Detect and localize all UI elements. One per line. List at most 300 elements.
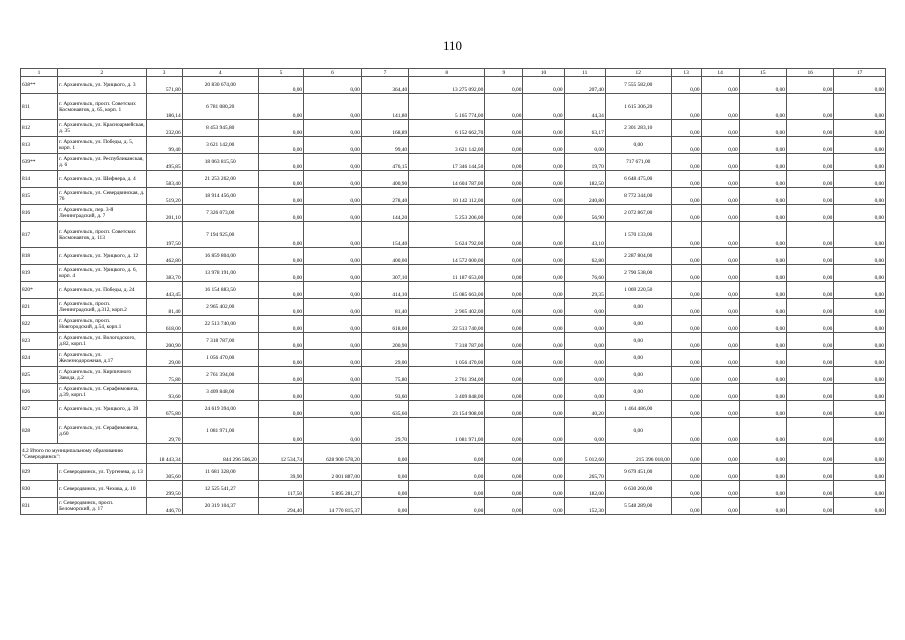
value-cell-c16: 0,00 — [787, 188, 834, 205]
value-cell-c6: 0,00 — [304, 188, 362, 205]
value-cell-c11: 44,34 — [564, 94, 605, 120]
value-cell-c16: 0,00 — [787, 205, 834, 222]
value-cell-c9: 0,00 — [485, 316, 523, 333]
value-cell-c6: 0,00 — [304, 350, 362, 367]
value-cell-c3: 200,90 — [146, 333, 182, 350]
value-cell-c14: 0,00 — [701, 316, 739, 333]
value-cell-c17: 0,00 — [834, 299, 886, 316]
value-cell-c13: 0,00 — [671, 299, 701, 316]
row-number: 826 — [21, 384, 58, 401]
value-cell-c16: 0,00 — [787, 481, 834, 498]
value-cell-c7: 200,90 — [361, 333, 408, 350]
value-cell-c17: 0,00 — [834, 94, 886, 120]
value-cell-c3: 93,60 — [146, 384, 182, 401]
value-cell-c8: 3 409 848,00 — [409, 384, 485, 401]
subtotal-cell-c11: 5 012,60 — [564, 444, 605, 464]
subtotal-cell-c10: 0,00 — [523, 444, 564, 464]
value-cell-c5: 0,00 — [258, 299, 303, 316]
table-row — [21, 498, 886, 515]
value-cell-c11: 0,00 — [564, 316, 605, 333]
value-cell-c9: 0,00 — [485, 299, 523, 316]
value-cell-c12: 2 287 804,00 — [605, 248, 671, 265]
value-cell-c16: 0,00 — [787, 498, 834, 515]
value-cell-c3: 201,10 — [146, 205, 182, 222]
value-cell-c17: 0,00 — [834, 464, 886, 481]
value-cell-c3: 618,00 — [146, 316, 182, 333]
address-cell: г. Архангельск, просп. Новгородский, д.54, корп.1 — [58, 316, 147, 333]
value-cell-c4: 12 525 541,27 — [182, 481, 258, 498]
value-cell-c11: 62,80 — [564, 248, 605, 265]
value-cell-c15: 0,00 — [739, 120, 786, 137]
table-body — [21, 77, 886, 515]
value-cell-c15: 0,00 — [739, 265, 786, 282]
value-cell-c4: 7 326 073,00 — [182, 205, 258, 222]
value-cell-c9: 0,00 — [485, 333, 523, 350]
subtotal-cell-c4: 844 296 506,20 — [182, 444, 258, 464]
address-cell: г. Архангельск, ул. Кирпичного Завода, д.2 — [58, 367, 147, 384]
value-cell-c10: 0,00 — [523, 120, 564, 137]
value-cell-c17: 0,00 — [834, 401, 886, 418]
column-header-14: 14 — [701, 69, 739, 77]
column-header-12: 12 — [605, 69, 671, 77]
value-cell-c6: 0,00 — [304, 137, 362, 154]
value-cell-c10: 0,00 — [523, 316, 564, 333]
table-row — [21, 282, 886, 299]
value-cell-c11: 19,70 — [564, 154, 605, 171]
value-cell-c12: 2 790 538,00 — [605, 265, 671, 282]
row-number: 816 — [21, 205, 58, 222]
value-cell-c3: 81,40 — [146, 299, 182, 316]
value-cell-c15: 0,00 — [739, 299, 786, 316]
address-cell: г. Архангельск, ул. Севердвинская, д. 76 — [58, 188, 147, 205]
value-cell-c6: 0,00 — [304, 367, 362, 384]
value-cell-c16: 0,00 — [787, 418, 834, 444]
value-cell-c10: 0,00 — [523, 137, 564, 154]
value-cell-c7: 400,90 — [361, 171, 408, 188]
value-cell-c12: 1 464 486,00 — [605, 401, 671, 418]
value-cell-c5: 117,50 — [258, 481, 303, 498]
table-row — [21, 265, 886, 282]
value-cell-c9: 0,00 — [485, 248, 523, 265]
table-row — [21, 350, 886, 367]
value-cell-c7: 476,15 — [361, 154, 408, 171]
row-number: 828 — [21, 418, 58, 444]
address-cell: г. Архангельск, ул. Урицкого, д. 6, корп. 4 — [58, 265, 147, 282]
value-cell-c12: 0,00 — [605, 299, 671, 316]
table-row — [21, 94, 886, 120]
value-cell-c14: 0,00 — [701, 120, 739, 137]
value-cell-c6: 0,00 — [304, 299, 362, 316]
value-cell-c13: 0,00 — [671, 171, 701, 188]
subtotal-cell-c12: 215 396 018,00 — [605, 444, 671, 464]
value-cell-c8: 11 187 653,00 — [409, 265, 485, 282]
value-cell-c12: 0,00 — [605, 384, 671, 401]
address-cell: г. Архангельск, ул. Республиканская, д. 6 — [58, 154, 147, 171]
value-cell-c9: 0,00 — [485, 222, 523, 248]
value-cell-c6: 0,00 — [304, 316, 362, 333]
value-cell-c7: 278,40 — [361, 188, 408, 205]
row-number: 824 — [21, 350, 58, 367]
value-cell-c10: 0,00 — [523, 401, 564, 418]
subtotal-cell-c8: 0,00 — [409, 444, 485, 464]
value-cell-c5: 0,00 — [258, 248, 303, 265]
value-cell-c14: 0,00 — [701, 94, 739, 120]
value-cell-c7: 93,60 — [361, 384, 408, 401]
address-cell: г. Северодвинск, просп. Беломорский, д. 17 — [58, 498, 147, 515]
value-cell-c7: 154,40 — [361, 222, 408, 248]
value-cell-c9: 0,00 — [485, 282, 523, 299]
value-cell-c13: 0,00 — [671, 481, 701, 498]
value-cell-c9: 0,00 — [485, 77, 523, 94]
value-cell-c6: 0,00 — [304, 94, 362, 120]
value-cell-c3: 675,80 — [146, 401, 182, 418]
value-cell-c9: 0,00 — [485, 205, 523, 222]
value-cell-c10: 0,00 — [523, 282, 564, 299]
column-header-3: 3 — [146, 69, 182, 77]
value-cell-c6: 5 895 281,27 — [304, 481, 362, 498]
value-cell-c15: 0,00 — [739, 333, 786, 350]
subtotal-cell-c13: 0,00 — [671, 444, 701, 464]
value-cell-c3: 232,06 — [146, 120, 182, 137]
value-cell-c12: 0,00 — [605, 137, 671, 154]
value-cell-c13: 0,00 — [671, 188, 701, 205]
value-cell-c7: 0,00 — [361, 464, 408, 481]
value-cell-c13: 0,00 — [671, 464, 701, 481]
value-cell-c6: 0,00 — [304, 333, 362, 350]
value-cell-c6: 0,00 — [304, 205, 362, 222]
value-cell-c13: 0,00 — [671, 367, 701, 384]
value-cell-c6: 0,00 — [304, 282, 362, 299]
value-cell-c17: 0,00 — [834, 222, 886, 248]
table-row — [21, 418, 886, 444]
column-header-11: 11 — [564, 69, 605, 77]
row-number: 822 — [21, 316, 58, 333]
row-number: 639** — [21, 154, 58, 171]
value-cell-c15: 0,00 — [739, 94, 786, 120]
value-cell-c8: 1 056 470,00 — [409, 350, 485, 367]
value-cell-c8: 0,00 — [409, 464, 485, 481]
value-cell-c3: 75,80 — [146, 367, 182, 384]
value-cell-c11: 152,30 — [564, 498, 605, 515]
value-cell-c8: 13 275 092,00 — [409, 77, 485, 94]
value-cell-c10: 0,00 — [523, 384, 564, 401]
value-cell-c11: 0,00 — [564, 299, 605, 316]
value-cell-c9: 0,00 — [485, 367, 523, 384]
address-cell: г. Архангельск, ул. Урицкого, д. 3 — [58, 77, 147, 94]
row-number: 811 — [21, 94, 58, 120]
column-header-15: 15 — [739, 69, 786, 77]
value-cell-c17: 0,00 — [834, 77, 886, 94]
value-cell-c6: 0,00 — [304, 120, 362, 137]
value-cell-c4: 20 319 104,37 — [182, 498, 258, 515]
address-cell: г. Архангельск, ул. Урицкого, д. 39 — [58, 401, 147, 418]
value-cell-c3: 305,60 — [146, 464, 182, 481]
value-cell-c14: 0,00 — [701, 299, 739, 316]
value-cell-c4: 18 914 456,00 — [182, 188, 258, 205]
column-header-8: 8 — [409, 69, 485, 77]
table-row — [21, 401, 886, 418]
value-cell-c6: 0,00 — [304, 418, 362, 444]
value-cell-c5: 0,00 — [258, 333, 303, 350]
value-cell-c11: 0,00 — [564, 350, 605, 367]
value-cell-c7: 618,00 — [361, 316, 408, 333]
value-cell-c13: 0,00 — [671, 384, 701, 401]
value-cell-c4: 1 081 971,00 — [182, 418, 258, 444]
value-cell-c12: 7 555 582,00 — [605, 77, 671, 94]
value-cell-c8: 10 142 112,00 — [409, 188, 485, 205]
row-number: 831 — [21, 498, 58, 515]
value-cell-c9: 0,00 — [485, 265, 523, 282]
value-cell-c9: 0,00 — [485, 120, 523, 137]
value-cell-c9: 0,00 — [485, 350, 523, 367]
value-cell-c5: 0,00 — [258, 350, 303, 367]
value-cell-c5: 0,00 — [258, 205, 303, 222]
column-header-9: 9 — [485, 69, 523, 77]
value-cell-c12: 6 630 260,00 — [605, 481, 671, 498]
value-cell-c10: 0,00 — [523, 94, 564, 120]
value-cell-c12: 5 548 289,00 — [605, 498, 671, 515]
value-cell-c14: 0,00 — [701, 282, 739, 299]
value-cell-c16: 0,00 — [787, 384, 834, 401]
value-cell-c6: 0,00 — [304, 401, 362, 418]
value-cell-c15: 0,00 — [739, 77, 786, 94]
value-cell-c15: 0,00 — [739, 418, 786, 444]
value-cell-c17: 0,00 — [834, 316, 886, 333]
value-cell-c13: 0,00 — [671, 350, 701, 367]
address-cell: г. Северодвинск, ул. Тургенева, д. 13 — [58, 464, 147, 481]
subtotal-cell-c3: 18 443,34 — [146, 444, 182, 464]
value-cell-c5: 0,00 — [258, 94, 303, 120]
value-cell-c9: 0,00 — [485, 137, 523, 154]
address-cell: г. Архангельск, ул. Вологодского, д.82, корп.1 — [58, 333, 147, 350]
value-cell-c5: 294,40 — [258, 498, 303, 515]
value-cell-c4: 20 830 674,00 — [182, 77, 258, 94]
value-cell-c15: 0,00 — [739, 248, 786, 265]
value-cell-c4: 3 409 848,00 — [182, 384, 258, 401]
register-table — [20, 68, 886, 515]
value-cell-c17: 0,00 — [834, 367, 886, 384]
value-cell-c16: 0,00 — [787, 299, 834, 316]
column-header-4: 4 — [182, 69, 258, 77]
value-cell-c17: 0,00 — [834, 350, 886, 367]
value-cell-c7: 0,00 — [361, 498, 408, 515]
value-cell-c17: 0,00 — [834, 333, 886, 350]
value-cell-c15: 0,00 — [739, 282, 786, 299]
value-cell-c10: 0,00 — [523, 205, 564, 222]
value-cell-c3: 583,40 — [146, 171, 182, 188]
address-cell: г. Архангельск, просп. Советских Космонавтов, д. 65, корп. 1 — [58, 94, 147, 120]
value-cell-c16: 0,00 — [787, 265, 834, 282]
value-cell-c6: 0,00 — [304, 171, 362, 188]
value-cell-c4: 6 781 080,20 — [182, 94, 258, 120]
table-row — [21, 299, 886, 316]
value-cell-c11: 43,10 — [564, 222, 605, 248]
value-cell-c14: 0,00 — [701, 77, 739, 94]
value-cell-c15: 0,00 — [739, 154, 786, 171]
table-row — [21, 481, 886, 498]
column-header-2: 2 — [58, 69, 147, 77]
value-cell-c3: 99,40 — [146, 137, 182, 154]
value-cell-c17: 0,00 — [834, 154, 886, 171]
value-cell-c4: 11 681 328,00 — [182, 464, 258, 481]
value-cell-c10: 0,00 — [523, 350, 564, 367]
value-cell-c12: 9 679 451,00 — [605, 464, 671, 481]
value-cell-c16: 0,00 — [787, 120, 834, 137]
value-cell-c13: 0,00 — [671, 248, 701, 265]
value-cell-c7: 414,10 — [361, 282, 408, 299]
value-cell-c14: 0,00 — [701, 205, 739, 222]
column-header-5: 5 — [258, 69, 303, 77]
value-cell-c14: 0,00 — [701, 171, 739, 188]
value-cell-c8: 0,00 — [409, 498, 485, 515]
address-cell: г. Северодвинск, ул. Чехова, д. 10 — [58, 481, 147, 498]
subtotal-cell-c15: 0,00 — [739, 444, 786, 464]
value-cell-c17: 0,00 — [834, 498, 886, 515]
value-cell-c14: 0,00 — [701, 350, 739, 367]
value-cell-c11: 182,00 — [564, 481, 605, 498]
value-cell-c11: 265,70 — [564, 464, 605, 481]
value-cell-c10: 0,00 — [523, 299, 564, 316]
value-cell-c5: 0,00 — [258, 316, 303, 333]
table-row — [21, 205, 886, 222]
value-cell-c17: 0,00 — [834, 384, 886, 401]
table-row — [21, 154, 886, 171]
value-cell-c14: 0,00 — [701, 418, 739, 444]
value-cell-c7: 81,40 — [361, 299, 408, 316]
value-cell-c6: 2 001 887,00 — [304, 464, 362, 481]
column-header-13: 13 — [671, 69, 701, 77]
value-cell-c11: 182,50 — [564, 171, 605, 188]
value-cell-c3: 446,70 — [146, 498, 182, 515]
value-cell-c6: 0,00 — [304, 265, 362, 282]
value-cell-c14: 0,00 — [701, 154, 739, 171]
value-cell-c7: 29,00 — [361, 350, 408, 367]
value-cell-c15: 0,00 — [739, 205, 786, 222]
value-cell-c5: 39,90 — [258, 464, 303, 481]
column-header-10: 10 — [523, 69, 564, 77]
address-cell: г. Архангельск, просп. Советских Космонавтов, д. 113 — [58, 222, 147, 248]
value-cell-c9: 0,00 — [485, 171, 523, 188]
subtotal-row — [21, 444, 886, 464]
value-cell-c13: 0,00 — [671, 316, 701, 333]
value-cell-c13: 0,00 — [671, 333, 701, 350]
value-cell-c13: 0,00 — [671, 498, 701, 515]
row-number: 821 — [21, 299, 58, 316]
value-cell-c16: 0,00 — [787, 350, 834, 367]
value-cell-c10: 0,00 — [523, 481, 564, 498]
subtotal-cell-c7: 0,00 — [361, 444, 408, 464]
value-cell-c8: 3 621 142,00 — [409, 137, 485, 154]
value-cell-c3: 29,70 — [146, 418, 182, 444]
value-cell-c5: 0,00 — [258, 137, 303, 154]
value-cell-c4: 1 056 470,00 — [182, 350, 258, 367]
value-cell-c14: 0,00 — [701, 498, 739, 515]
value-cell-c3: 383,70 — [146, 265, 182, 282]
row-number: 814 — [21, 171, 58, 188]
value-cell-c3: 186,14 — [146, 94, 182, 120]
row-number: 815 — [21, 188, 58, 205]
column-header-1: 1 — [21, 69, 58, 77]
table-header — [21, 69, 886, 77]
value-cell-c7: 0,00 — [361, 481, 408, 498]
value-cell-c15: 0,00 — [739, 316, 786, 333]
value-cell-c16: 0,00 — [787, 464, 834, 481]
value-cell-c4: 3 621 142,00 — [182, 137, 258, 154]
table-row — [21, 367, 886, 384]
value-cell-c12: 0,00 — [605, 367, 671, 384]
value-cell-c10: 0,00 — [523, 77, 564, 94]
value-cell-c17: 0,00 — [834, 171, 886, 188]
value-cell-c15: 0,00 — [739, 188, 786, 205]
value-cell-c17: 0,00 — [834, 265, 886, 282]
value-cell-c11: 0,00 — [564, 384, 605, 401]
value-cell-c3: 29,00 — [146, 350, 182, 367]
value-cell-c12: 2 072 867,00 — [605, 205, 671, 222]
value-cell-c6: 0,00 — [304, 77, 362, 94]
table-row — [21, 464, 886, 481]
value-cell-c3: 519,20 — [146, 188, 182, 205]
table-row — [21, 188, 886, 205]
table-row — [21, 222, 886, 248]
value-cell-c15: 0,00 — [739, 481, 786, 498]
value-cell-c13: 0,00 — [671, 137, 701, 154]
table-row — [21, 316, 886, 333]
value-cell-c4: 16 154 883,50 — [182, 282, 258, 299]
value-cell-c7: 75,80 — [361, 367, 408, 384]
value-cell-c5: 0,00 — [258, 282, 303, 299]
value-cell-c6: 0,00 — [304, 154, 362, 171]
row-number: 819 — [21, 265, 58, 282]
value-cell-c17: 0,00 — [834, 418, 886, 444]
value-cell-c10: 0,00 — [523, 222, 564, 248]
table-row — [21, 120, 886, 137]
value-cell-c4: 24 619 394,00 — [182, 401, 258, 418]
value-cell-c5: 0,00 — [258, 154, 303, 171]
value-cell-c5: 0,00 — [258, 401, 303, 418]
value-cell-c11: 0,00 — [564, 418, 605, 444]
value-cell-c8: 5 165 774,00 — [409, 94, 485, 120]
value-cell-c11: 0,00 — [564, 333, 605, 350]
value-cell-c7: 635,60 — [361, 401, 408, 418]
address-cell: г. Архангельск, ул. Красноармейская, д. 35 — [58, 120, 147, 137]
value-cell-c16: 0,00 — [787, 401, 834, 418]
value-cell-c16: 0,00 — [787, 222, 834, 248]
row-number: 823 — [21, 333, 58, 350]
value-cell-c8: 0,00 — [409, 481, 485, 498]
value-cell-c13: 0,00 — [671, 265, 701, 282]
value-cell-c12: 0,00 — [605, 350, 671, 367]
value-cell-c10: 0,00 — [523, 265, 564, 282]
value-cell-c15: 0,00 — [739, 222, 786, 248]
value-cell-c15: 0,00 — [739, 137, 786, 154]
value-cell-c6: 0,00 — [304, 248, 362, 265]
address-cell: г. Архангельск, пер. 3-й Ленинградский, д. 7 — [58, 205, 147, 222]
value-cell-c3: 462,80 — [146, 248, 182, 265]
table-row — [21, 333, 886, 350]
value-cell-c4: 13 978 191,00 — [182, 265, 258, 282]
value-cell-c15: 0,00 — [739, 384, 786, 401]
value-cell-c13: 0,00 — [671, 222, 701, 248]
value-cell-c13: 0,00 — [671, 205, 701, 222]
value-cell-c11: 76,60 — [564, 265, 605, 282]
value-cell-c17: 0,00 — [834, 120, 886, 137]
value-cell-c15: 0,00 — [739, 464, 786, 481]
value-cell-c14: 0,00 — [701, 265, 739, 282]
value-cell-c8: 6 152 662,70 — [409, 120, 485, 137]
value-cell-c17: 0,00 — [834, 481, 886, 498]
value-cell-c7: 364,40 — [361, 77, 408, 94]
value-cell-c6: 0,00 — [304, 384, 362, 401]
